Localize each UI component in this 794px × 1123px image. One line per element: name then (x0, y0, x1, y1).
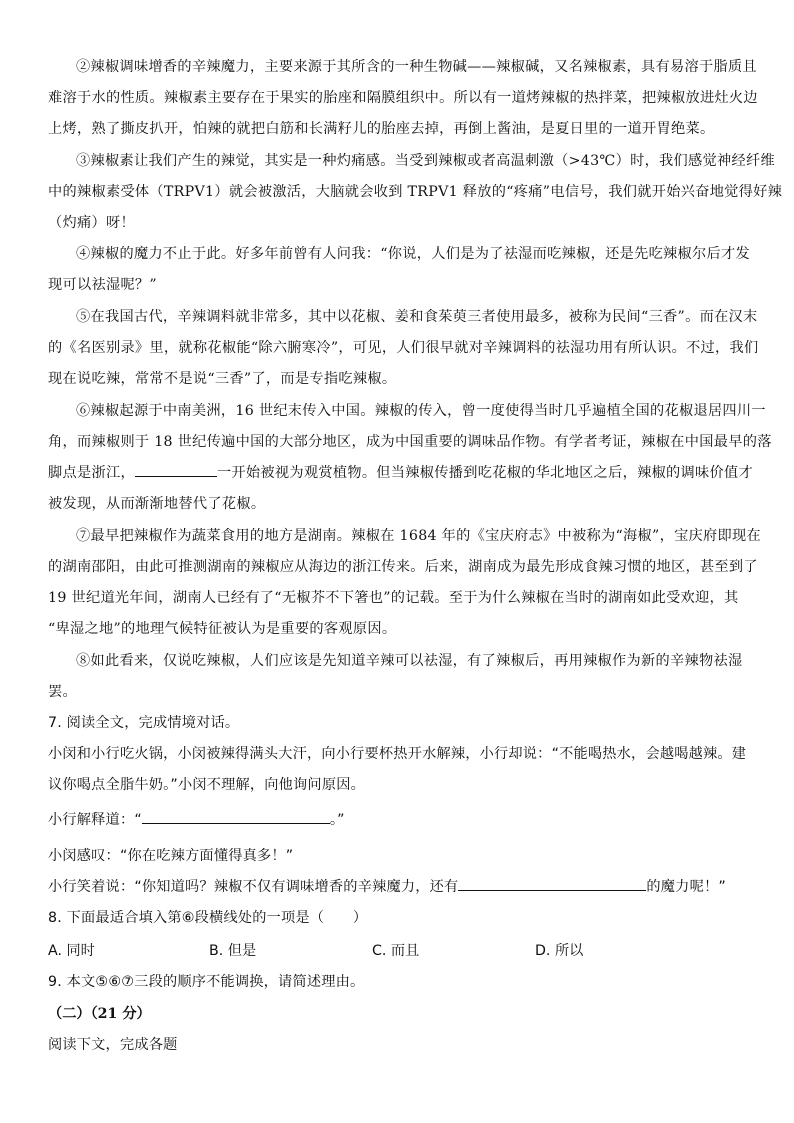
paragraph-6-line-3 (48, 462, 753, 482)
question-7-line-5 (48, 876, 726, 896)
paragraph-6-line-2: 角，而辣椒则于 18 世纪传遍中国的大部分地区，成为中国重要的调味品作物。有学者考证，辣椒在中国最早的落 (48, 434, 772, 450)
paragraph-5-line-3: 现在说吃辣，常常不是说“三香”了，而是专指吃辣椒。 (48, 371, 397, 387)
paragraph-3-line-2: 中的辣椒素受体（TRPV1）就会被激活，大脑就会收到 TRPV1 释放的“疼痛”电信号，我们就开始兴奋地觉得好辣 (48, 184, 783, 200)
paragraph-5-line-2: 的《名医别录》里，就称花椒能“除六腑寒冷”，可见，人们很早就对辛辣调料的祛湿功用有所认识。不过，我们 (48, 340, 759, 356)
paragraph-8-line-1: ⑧如此看来，仅说吃辣椒，人们应该是先知道辛辣可以祛湿，有了辣椒后，再用辣椒作为新的辛辣物祛湿 (76, 653, 743, 669)
question-7-line-3 (48, 809, 345, 829)
paragraph-4-line-2: 现可以祛湿呢？” (48, 277, 157, 293)
answer-blank-explanation[interactable] (142, 811, 330, 824)
question-7-line-3-start: 小行解释道：“ (48, 812, 142, 828)
paragraph-7-line-3: 19 世纪道光年间，湖南人已经有了“无椒芥不下箸也”的记载。至于为什么辣椒在当时的湖南如此受欢迎，其 (48, 590, 739, 606)
option-a[interactable]: A. 同时 (48, 943, 95, 959)
question-7-line-3-end: 。” (329, 812, 345, 828)
option-c[interactable]: C. 而且 (372, 943, 420, 959)
paragraph-7-line-4: “卑湿之地”的地理气候特征被认为是重要的客观原因。 (48, 621, 397, 637)
paragraph-2-line-2: 难溶于水的性质。辣椒素主要存在于果实的胎座和隔膜组织中。所以有一道烤辣椒的热拌菜，把辣椒放进灶火边 (48, 90, 758, 106)
question-7-line-4: 小闵感叹：“你在吃辣方面懂得真多！” (48, 848, 294, 864)
answer-blank-magic[interactable] (458, 878, 646, 891)
question-7-line-5-start: 小行笑着说：“你知道吗？辣椒不仅有调味增香的辛辣魔力，还有 (48, 879, 459, 895)
paragraph-7-line-2: 的湖南邵阳，由此可推测湖南的辣椒应从海边的浙江传来。后来，湖南成为最先形成食辣习惯的地区，甚至到了 (48, 559, 758, 575)
paragraph-2-line-3: 上烤，熟了撕皮扒开，怕辣的就把白筋和长满籽儿的胎座去掉，再倒上酱油，是夏日里的一道开胃绝菜。 (48, 121, 715, 137)
paragraph-3-line-1: ③辣椒素让我们产生的辣觉，其实是一种灼痛感。当受到辣椒或者高温刺激（>43℃）时，我们感觉神经纤维 (76, 153, 775, 169)
paragraph-2-line-1: ②辣椒调味增香的辛辣魔力，主要来源于其所含的一种生物碱——辣椒碱，又名辣椒素，具有易溶于脂质且 (76, 59, 757, 75)
question-9-stem: 9. 本文⑤⑥⑦三段的顺序不能调换，请简述理由。 (48, 974, 365, 990)
paragraph-6-fill-blank[interactable] (135, 464, 217, 477)
paragraph-7-line-1: ⑦最早把辣椒作为蔬菜食用的地方是湖南。辣椒在 1684 年的《宝庆府志》中被称为“海椒”，宝庆府即现在 (76, 528, 761, 544)
paragraph-6-line-4: 被发现，从而渐渐地替代了花椒。 (48, 496, 266, 512)
section-2-instruction: 阅读下文，完成各题 (48, 1037, 178, 1053)
paragraph-8-line-2: 罢。 (48, 684, 77, 700)
paragraph-6-line-3-end: 一开始被视为观赏植物。但当辣椒传播到吃花椒的华北地区之后，辣椒的调味价值才 (216, 465, 753, 481)
question-7-line-5-end: 的魔力呢！” (646, 879, 726, 895)
option-d[interactable]: D. 所以 (535, 943, 584, 959)
paragraph-5-line-1: ⑤在我国古代，辛辣调料就非常多，其中以花椒、姜和食茱萸三者使用最多，被称为民间“三香”。而在汉末 (76, 309, 758, 325)
question-7-stem: 7. 阅读全文，完成情境对话。 (48, 715, 240, 731)
question-7-line-2: 议你喝点全脂牛奶。”小闵不理解，向他询问原因。 (48, 777, 365, 793)
paragraph-4-line-1: ④辣椒的魔力不止于此。好多年前曾有人问我：“你说，人们是为了祛湿而吃辣椒，还是先吃辣椒尔后才发 (76, 246, 750, 262)
option-b[interactable]: B. 但是 (209, 943, 257, 959)
paragraph-6-line-1: ⑥辣椒起源于中南美洲，16 世纪末传入中国。辣椒的传入，曾一度使得当时几乎遍植全国的花椒退居四川一 (76, 403, 766, 419)
paragraph-3-line-3: （灼痛）呀！ (48, 215, 135, 231)
question-7-line-1: 小闵和小行吃火锅，小闵被辣得满头大汗，向小行要杯热开水解辣，小行却说：“不能喝热水，会越喝越辣。建 (48, 746, 747, 762)
section-2-title: （二）（21 分） (48, 1006, 151, 1022)
paragraph-6-line-3-start: 脚点是浙江， (48, 465, 135, 481)
question-8-stem: 8. 下面最适合填入第⑥段横线处的一项是（ ） (48, 910, 368, 926)
